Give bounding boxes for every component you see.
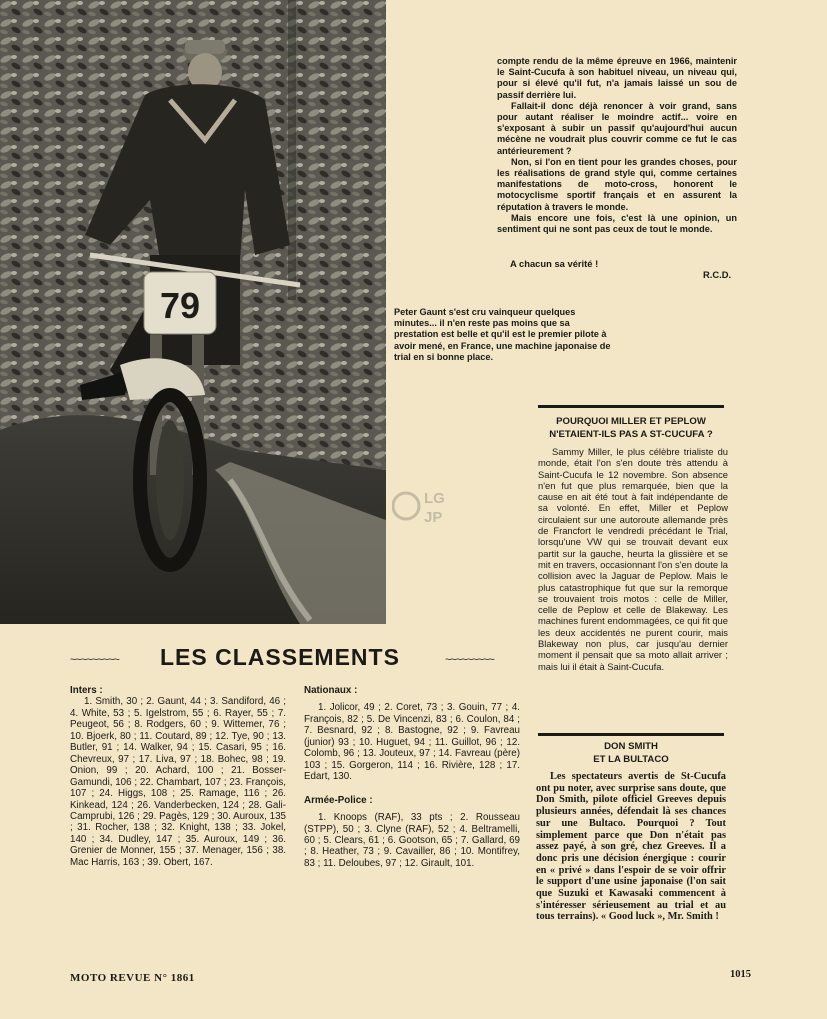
magazine-issue: MOTO REVUE N° 1861 (70, 972, 195, 984)
svg-text:LG: LG (424, 490, 445, 507)
box-top-rule (538, 405, 724, 408)
box-divider-rule (538, 733, 724, 736)
classements-heading: LES CLASSEMENTS (160, 644, 400, 670)
miller-headline-line: N'ETAIENT-ILS PAS A ST-CUCUFA ? (549, 428, 713, 440)
miller-headline-line: POURQUOI MILLER ET PEPLOW (556, 416, 706, 427)
results-column-inters (70, 685, 286, 868)
svg-text:JP: JP (424, 509, 443, 526)
armee-police-label: Armée-Police : (304, 794, 373, 806)
intro-closing: A chacun sa vérité ! (510, 258, 599, 269)
intro-paragraph: Fallait-il donc déjà renoncer à voir grand, sans pour autant réaliser le moindre actif... voire en s'exposant à subir un passif qu'aujourd'hui aucun mécène ne voudrait plus couvrir comme ce fut le cas antérieurement ? (497, 100, 737, 156)
nationaux-results: 1. Jolicor, 49 ; 2. Coret, 73 ; 3. Gouin, 77 ; 4. François, 82 ; 5. De Vincenzi, 83 ; 6. Coulon, 84 ; 7. Besnard, 92 ; 8. Bastogne, 92 ; 9. Favreau (junior) 93 ; 10. Huguet, 94 ; 11. Guillot, 96 ; 12. Colomb, 96 ; 13. Jouteux, 97 ; 14. Favreau (père) 103 ; 15. Gorgeron, 114 ; 16. Rivière, 128 ; 17. Edart, 130. (304, 702, 520, 783)
miller-headline (538, 416, 724, 441)
miller-body: Sammy Miller, le plus célèbre trialiste du monde, était l'on s'en doute très attendu à Saint-Cucufa le 12 novembre. Son absence n'en fut que plus remarquée, bien que la cause en ait été tout à fait indépendante de sa volonté. En effet, Miller et Peplow circulaient sur une autoroute allemande près de Francfort le vendredi précédant le Trial, lorsqu'une VW qui se trouvait devant eux partit sur la gauche, heurta la glissière et se mit en travers, occasionnant l'on s'en doute la collision avec la Jaguar de Peplow. Mais le plus catastrophique fut que sur la remorque se trouvaient trois motos : celle de Miller, celle de Peplow et celle de Blakeway. Les machines furent endommagées, ce qui fit que les deux accidentés ne purent courir, mais Blakeway non plus, car jusqu'au dernier moment il pensait que sa moto allait arriver ; mais lui il était à Saint-Cucufa. (538, 446, 728, 672)
author-signature: R.C.D. (703, 269, 732, 280)
intro-paragraph: Mais encore une fois, c'est là une opinion, un sentiment qui ne sont pas ceux de tout le monde. (497, 212, 737, 235)
number-plate: 79 (159, 285, 201, 326)
smith-article-text (536, 771, 726, 923)
armee-police-results: 1. Knoops (RAF), 33 pts ; 2. Rousseau (STPP), 50 ; 3. Clyne (RAF), 52 ; 4. Beltramelli, 60 ; 5. Clears, 61 ; 6. Gootson, 65 ; 7. Gallard, 69 ; 8. Heather, 73 ; 9. Cavailler, 86 ; 10. Montifrey, 83 ; 11. Deloubes, 97 ; 12. Girault, 101. (304, 812, 520, 869)
smith-headline-line: ET LA BULTACO (593, 753, 669, 765)
lgjp-watermark-logo (392, 482, 452, 528)
nationaux-label: Nationaux : (304, 685, 358, 696)
intro-paragraph: compte rendu de la même épreuve en 1966, maintenir le Saint-Cucufa à son habituel niveau, un niveau qui, pour si élevé qu'il fut, n'a jamais laissé un sou de passif derrière lui. (497, 56, 737, 100)
page-number: 1015 (730, 969, 751, 980)
photo-illustration (0, 0, 386, 624)
heading-ornament-left: ~~~~~~~~~ (70, 654, 119, 666)
trial-rider-photo (0, 0, 386, 624)
smith-headline (538, 741, 724, 766)
results-column-nationaux (304, 685, 520, 869)
heading-ornament-right: ~~~~~~~~~ (445, 654, 494, 666)
miller-article-text (538, 446, 728, 672)
photo-caption: Peter Gaunt s'est cru vainqueur quelques minutes... il n'en reste pas moins que sa prestation est belle et qu'il est le premier pilote à avoir mené, en France, une machine japonaise de trial en si bonne place. (394, 307, 611, 362)
intro-article-text (497, 56, 737, 235)
smith-headline-line: DON SMITH (604, 741, 658, 752)
intro-paragraph: Non, si l'on en tient pour les grandes choses, pour les réalisations de grand style qui, comme certaines manifestations de moto-cross, honorent le motocyclisme sportif français et en assurent la réputation à travers le monde. (497, 156, 737, 212)
inters-label: Inters : (70, 685, 103, 696)
inters-results: 1. Smith, 30 ; 2. Gaunt, 44 ; 3. Sandiford, 46 ; 4. White, 53 ; 5. Igelstrom, 55 ; 6. Rayer, 55 ; 7. Peugeot, 56 ; 8. Rodgers, 60 ; 9. Wittemer, 76 ; 10. Bjoerk, 80 ; 11. Coutard, 89 ; 12. Tye, 90 ; 13. Butler, 91 ; 14. Walker, 94 ; 15. Casari, 95 ; 16. Chevreux, 97 ; 17. Liva, 97 ; 18. Bohec, 98 ; 19. Onion, 99 ; 20. Achard, 100 ; 21. Bosser-Gamundi, 106 ; 22. Chambart, 107 ; 23. François, 107 ; 24. Higgs, 108 ; 25. Ramage, 116 ; 26. Kinkead, 124 ; 26. Vanderbecken, 124 ; 28. Gali-Camprubi, 126 ; 29. Pagès, 129 ; 30. Auroux, 135 ; 31. Rocher, 138 ; 32. Knight, 138 ; 33. Jokel, 140 ; 34. Dudley, 147 ; 35. Auroux, 149 ; 36. Grenier de Monner, 155 ; 37. Menager, 156 ; 38. Mac Harris, 163 ; 39. Obert, 167. (70, 696, 286, 868)
smith-body: Les spectateurs avertis de St-Cucufa ont pu noter, avec surprise sans doute, que Don Smith, pilote officiel Greeves depuis plusieurs années, défendait là ses chances sur une Bultaco. Pourquoi ? Tout simplement parce que Don n'était pas assez payé, à son gré, chez Greeves. Il a donc pris une décision énergique : courir en « privé » dans l'espoir de se voir offrir le support d'une usine japonaise (l'on sait que Suzuki et Kawasaki commencent à s'intéresser sérieusement au trial et au tous terrains). « Good luck », Mr. Smith ! (536, 771, 726, 923)
